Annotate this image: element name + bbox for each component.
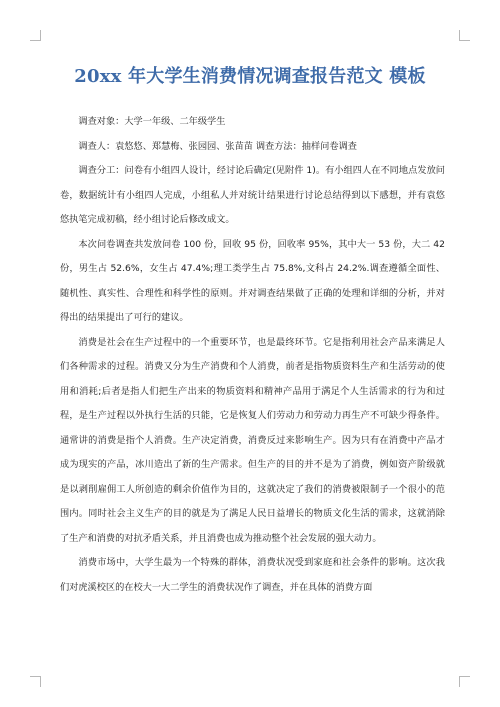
paragraph-surveyors: 调查人：袁悠悠、郑慧梅、张园园、张苗苗 调查方法：抽样问卷调查 (78, 140, 357, 152)
crop-mark-top-left (30, 30, 41, 41)
document-title: 20xx 年大学生消费情况调查报告范文 模板 (74, 66, 426, 87)
paragraph-division-of-work: 调查分工：问卷有小组四人设计，经讨论后确定(见附件 1)。有小组四人在不同地点发放问卷，数据统计有小组四人完成，小组私人并对统计结果进行讨论总结得到以下感想，并有袁悠悠执笔完成初稿，经小组讨论后修改成文。 (60, 165, 445, 225)
crop-mark-top-right (459, 30, 470, 41)
paragraph-consumption-theory: 消费是社会在生产过程中的一个重要环节，也是最终环节。它是指利用社会产品来满足人们各种需求的过程。消费又分为生产消费和个人消费，前者是指物质资料生产和生活劳动的使用和消耗;后者是指人们把生产出来的物质资料和精神产品用于满足个人生活需求的行为和过程，是生产过程以外执行生活的只能，它是恢复人们劳动力和劳动力再生产不可缺少得条件。通常讲的消费是指个人消费。生产决定消费，消费反过来影响生产。因为只有在消费中产品才成为现实的产品，冰川造出了新的生产需求。但生产的目的并不是为了消费，例如资产阶级就是以剥削雇佣工人所创造的剩余价值作为目的，这就决定了我们的消费被限制子一个很小的范围内。同时社会主义生产的目的就是为了满足人民日益增长的物质文化生活的需求，这就消除了生产和消费的对抗矛盾关系，并且消费也成为推动整个社会发展的强大动力。 (60, 336, 445, 544)
document-body (60, 110, 445, 600)
paragraph-student-market: 消费市场中，大学生最为一个特殊的群体，消费状况受到家庭和社会条件的影响。这次我们对虎溪校区的在校大一大二学生的消费状况作了调查，并在具体的消费方面 (60, 557, 445, 593)
paragraph-survey-subject: 调查对象：大学一年级、二年级学生 (78, 116, 226, 127)
paragraph-questionnaire-stats: 本次问卷调查共发放问卷 100 份，回收 95 份，回收率 95%，其中大一 53 份，大二 42 份，男生占 52.6%，女生占 47.4%;理工类学生占 75.8%,文科占 24.2%.调查遵循全面性、随机性、真实性、合理性和科学性的原则。并对调查结果做了正确的处理和详细的分析，并对得出的结果提出了可行的建议。 (60, 238, 445, 323)
crop-mark-bottom-right (459, 676, 470, 687)
crop-mark-bottom-left (30, 676, 41, 687)
